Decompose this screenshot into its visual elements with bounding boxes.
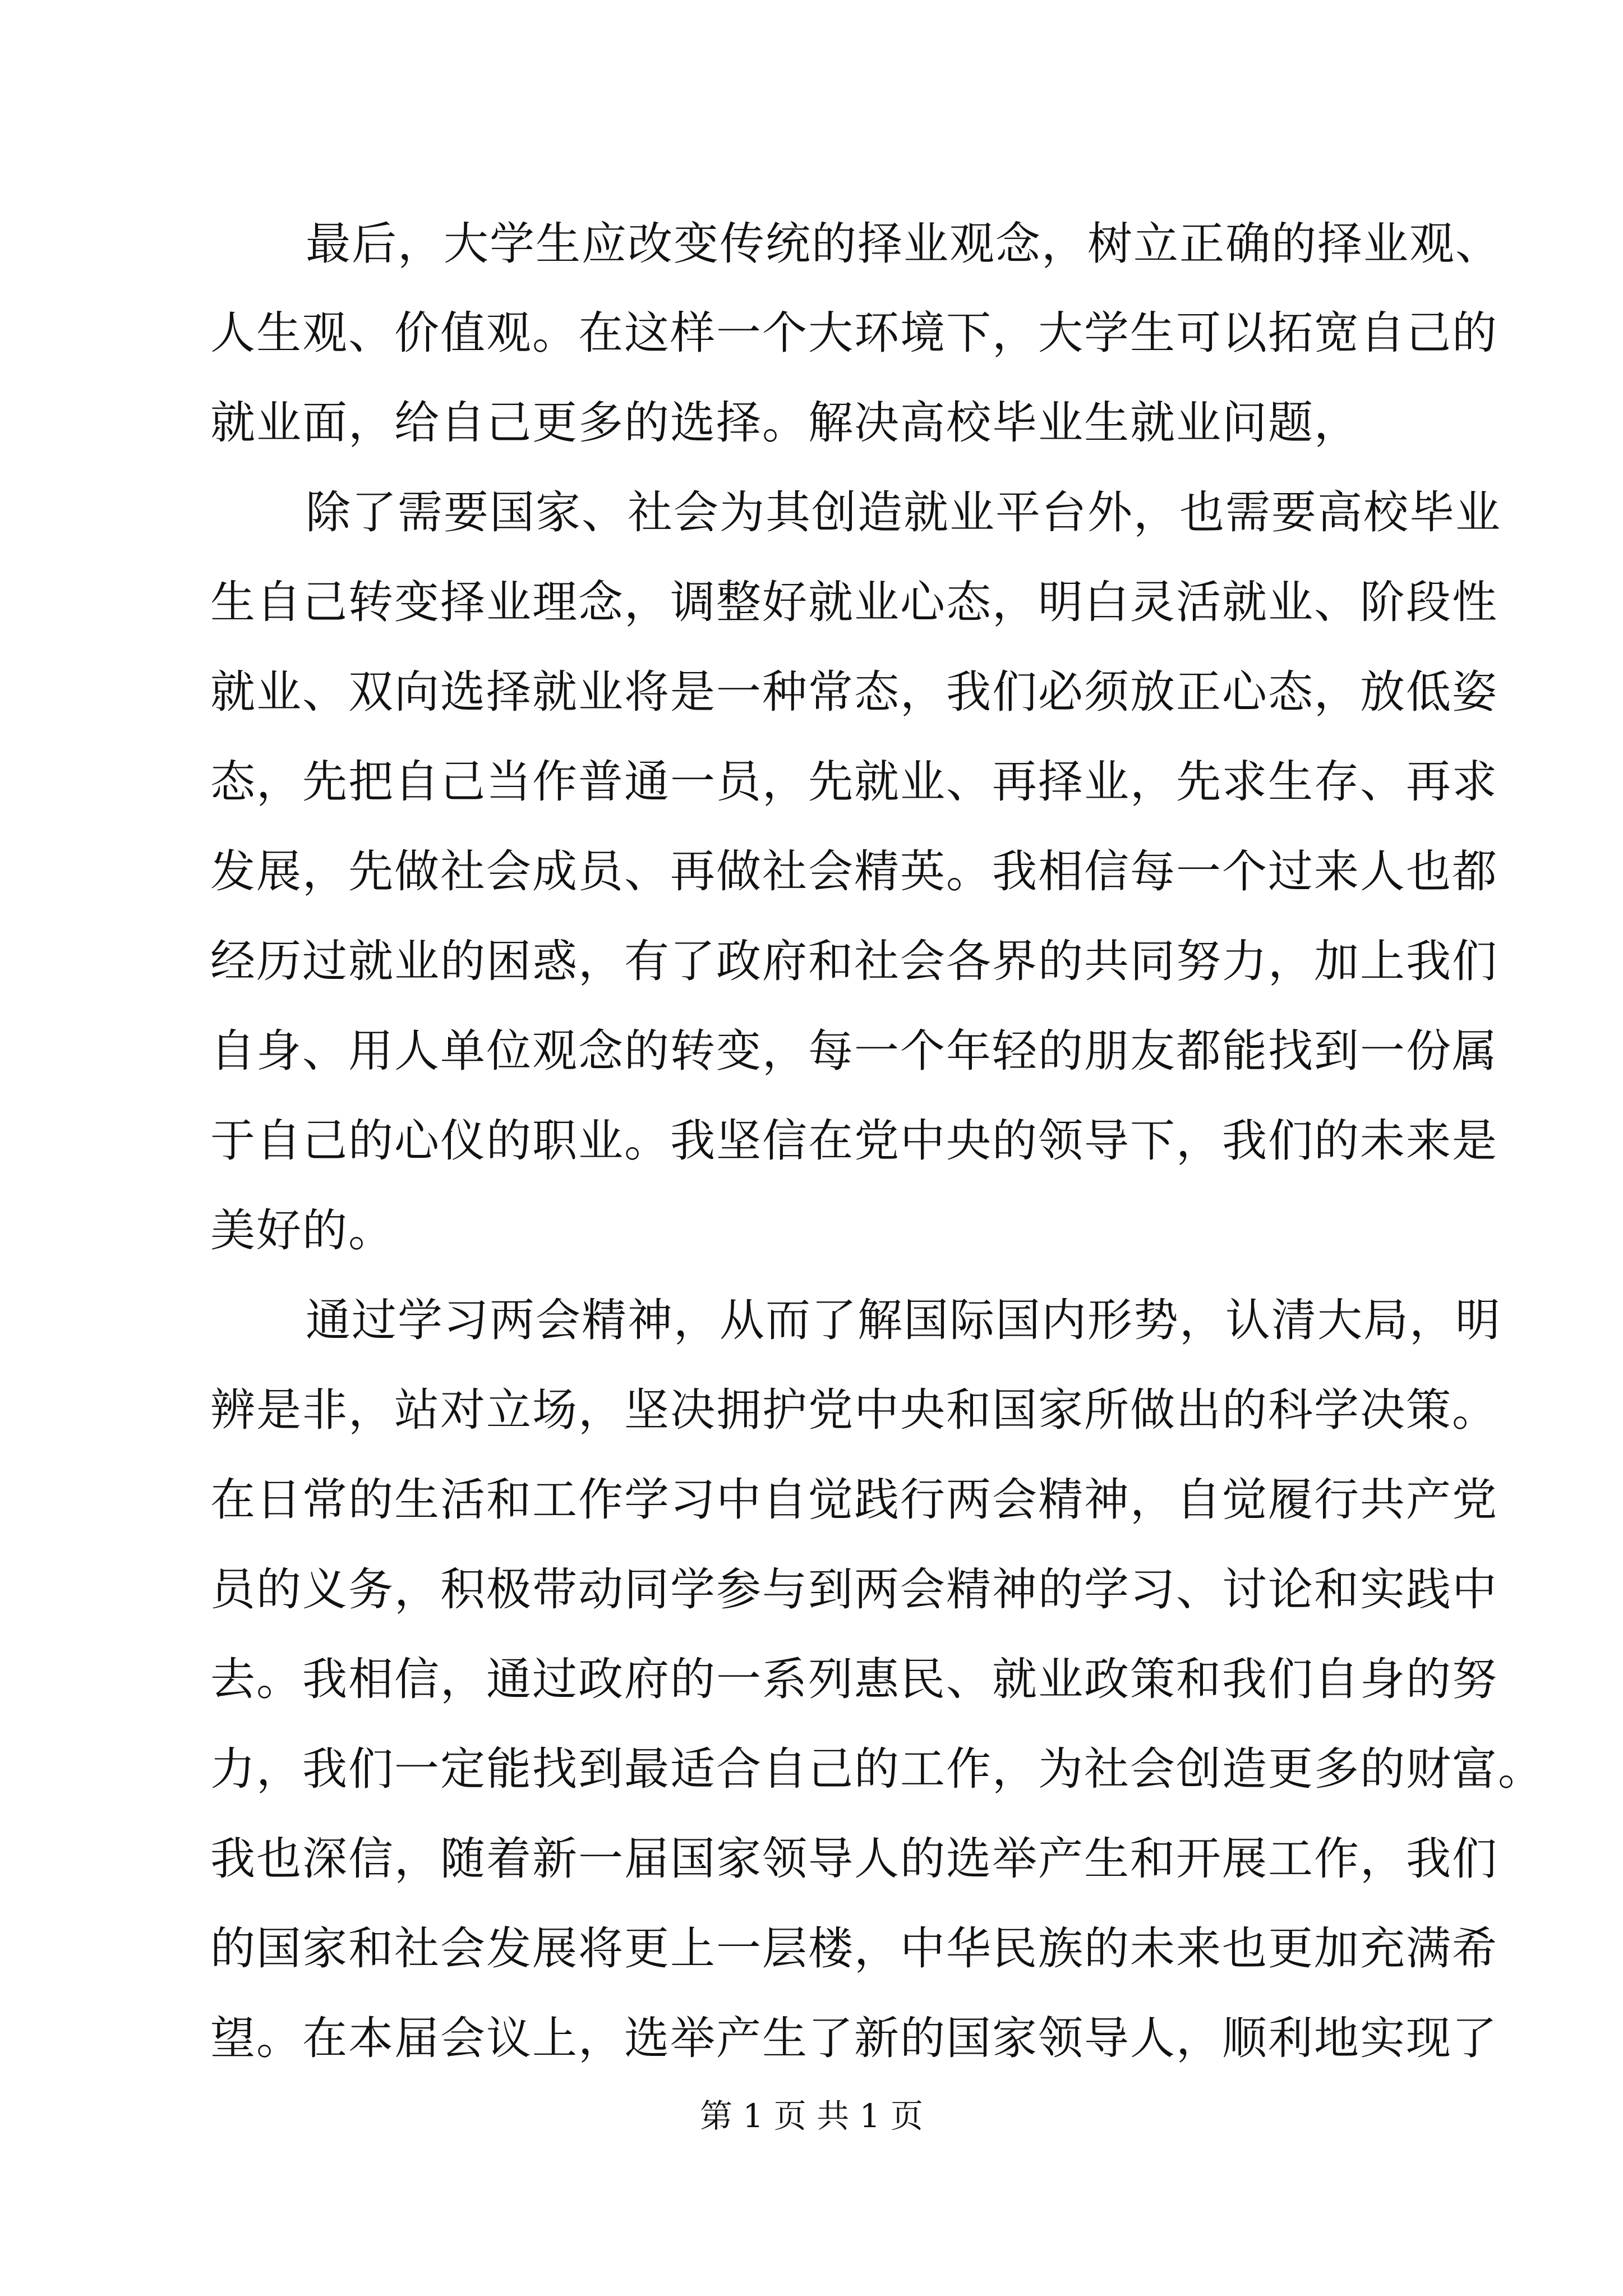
paragraph-1-line-1: 最后，大学生应改变传统的择业观念，树立正确的择业观、 (306, 218, 1501, 270)
paragraph-3-line-4: 员的义务，积极带动同学参与到两会精神的学习、讨论和实践中 (210, 1563, 1498, 1616)
page-footer (0, 2093, 1623, 2138)
paragraph-2-line-5: 发展，先做社会成员、再做社会精英。我相信每一个过来人也都 (210, 845, 1498, 898)
paragraph-3-line-1: 通过学习两会精神，从而了解国际国内形势，认清大局，明 (306, 1294, 1501, 1346)
page-number-label: 第 1 页 共 1 页 (700, 2097, 923, 2135)
paragraph-2-line-6: 经历过就业的困惑，有了政府和社会各界的共同努力，加上我们 (210, 935, 1498, 987)
paragraph-2-line-3: 就业、双向选择就业将是一种常态，我们必须放正心态，放低姿 (210, 666, 1498, 718)
paragraph-3-line-6: 力，我们一定能找到最适合自己的工作，为社会创造更多的财富。 (210, 1743, 1544, 1795)
paragraph-2-line-4: 态，先把自己当作普通一员，先就业、再择业，先求生存、再求 (210, 756, 1498, 808)
paragraph-3-line-2: 辨是非，站对立场，坚决拥护党中央和国家所做出的科学决策。 (210, 1384, 1498, 1436)
paragraph-3-line-5: 去。我相信，通过政府的一系列惠民、就业政策和我们自身的努 (210, 1653, 1498, 1705)
paragraph-2-line-9: 美好的。 (210, 1204, 394, 1257)
paragraph-3-line-3: 在日常的生活和工作学习中自觉践行两会精神，自觉履行共产党 (210, 1474, 1498, 1526)
paragraph-2-line-2: 生自己转变择业理念，调整好就业心态，明白灵活就业、阶段性 (210, 576, 1498, 628)
paragraph-2-line-7: 自身、用人单位观念的转变，每一个年轻的朋友都能找到一份属 (210, 1025, 1498, 1077)
paragraph-1-line-3: 就业面，给自己更多的选择。解决高校毕业生就业问题， (210, 397, 1360, 449)
paragraph-1-line-2: 人生观、价值观。在这样一个大环境下，大学生可以拓宽自己的 (210, 307, 1498, 359)
paragraph-2-line-1: 除了需要国家、社会为其创造就业平台外，也需要高校毕业 (306, 486, 1501, 539)
paragraph-3-line-9: 望。在本届会议上，选举产生了新的国家领导人，顺利地实现了 (210, 2012, 1498, 2064)
paragraph-3-line-8: 的国家和社会发展将更上一层楼，中华民族的未来也更加充满希 (210, 1922, 1498, 1975)
paragraph-2-line-8: 于自己的心仪的职业。我坚信在党中央的领导下，我们的未来是 (210, 1115, 1498, 1167)
paragraph-3-line-7: 我也深信，随着新一届国家领导人的选举产生和开展工作，我们 (210, 1833, 1498, 1885)
